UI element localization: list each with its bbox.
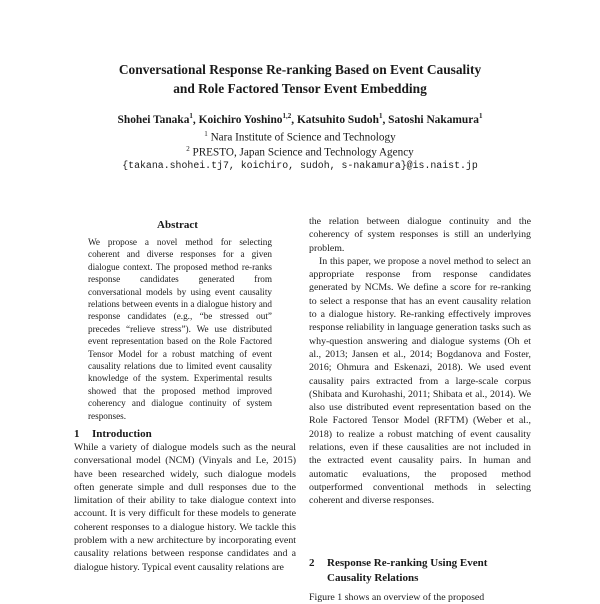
abstract-body: We propose a novel method for selecting coherent and diverse responses for a given dialogue context. The proposed method re-ranks response candidates generated from conversational models by using event causality relations between events in a dialogue history and response candidates (e.g., “be stressed out” precedes “relieve stress”). We use distributed event representation based on the Role Factored Tensor Model for a robust matching of event causality relations due to limited event causality knowledge of the system. Experimental results showed that the proposed method improved coherency and dialogue continuity of system responses.	[88, 237, 272, 421]
section-title-line-1: Response Re-ranking Using Event	[327, 557, 488, 569]
author-name: Satoshi Nakamura	[388, 113, 479, 126]
affiliation-sup: 1	[204, 130, 208, 138]
section-number: 1	[74, 428, 80, 440]
author-sup: 1	[189, 112, 193, 120]
author-sup: 1	[478, 112, 483, 120]
section-title: Introduction	[92, 428, 152, 440]
introduction-body: While a variety of dialogue models such as the neural conversational model (NCM) (Vinyals and Le, 2015) have been researched widely, such dialogue models often generate simple and dull responses due to the limitation of their ability to take dialogue context into account. It is very difficult for these models to generate coherent responses to a dialogue history. We tackle this problem with a new architecture by incorporating event causality relations between response candidates and a dialogue history. Typical event causality relations are	[74, 442, 296, 573]
affiliation-sup: 2	[186, 145, 190, 153]
paragraph: In this paper, we propose a novel method to select an appropriate response from response candidates generated by NCMs. We define a score for re-ranking to select a response that has an event causality relation to a dialogue history. Re-ranking effectively improves response reliability in language generation tasks such as why-question answering and dialogue systems (Oh et al., 2013; Jansen et al., 2014; Bogdanova and Foster, 2016; Ohmura and Eskenazi, 2018). We used event causality pairs extracted from a large-scale corpus (Shibata and Kurohashi, 2011; Shibata et al., 2014). We also use distributed event representation based on the Role Factored Tensor Model (RFTM) (Weber et al., 2018) to realize a robust matching of event causality relations, even if these causalities are not included in the extracted event causality pairs. In human and automatic evaluations, the proposed method outperformed conventional methods in selecting coherent and diverse responses.	[309, 255, 531, 507]
author-sup: 1,2	[282, 112, 292, 120]
author-name: Katsuhito Sudoh	[296, 113, 379, 126]
section-title-line-2: Causality Relations	[327, 572, 419, 584]
abstract-heading: Abstract	[157, 219, 198, 231]
cut-off-paragraph: Figure 1 shows an overview of the proposed	[309, 592, 485, 603]
author-name: Koichiro Yoshino	[198, 113, 283, 126]
continued-paragraph: the relation between dialogue continuity and the coherency of system responses is still an underlying problem.	[309, 216, 531, 254]
paper-title	[60, 60, 540, 98]
affiliation-2	[40, 145, 560, 159]
section-number: 2	[309, 557, 315, 569]
title-line-2: and Role Factored Tensor Event Embedding	[173, 81, 427, 96]
author-emails: {takana.shohei.tj7, koichiro, sudoh, s-nakamura}@is.naist.jp	[122, 160, 478, 171]
section-1-heading	[74, 427, 152, 442]
affiliation-text: Nara Institute of Science and Technology	[210, 131, 396, 144]
affiliation-text: PRESTO, Japan Science and Technology Agency	[192, 146, 414, 159]
right-column-text	[309, 215, 531, 508]
author-name: Shohei Tanaka	[117, 113, 190, 126]
author-list: Shohei Tanaka$^1$, Koichiro Yoshino$^{1,2}$, Katsuhito Sudoh$^1$, Satoshi Nakamura$^1$	[117, 112, 483, 126]
affiliation-1	[40, 130, 560, 144]
author-sup: 1	[378, 112, 383, 120]
section-2-heading	[309, 556, 539, 586]
title-line-1: Conversational Response Re-ranking Based on Event Causality	[118, 62, 482, 77]
